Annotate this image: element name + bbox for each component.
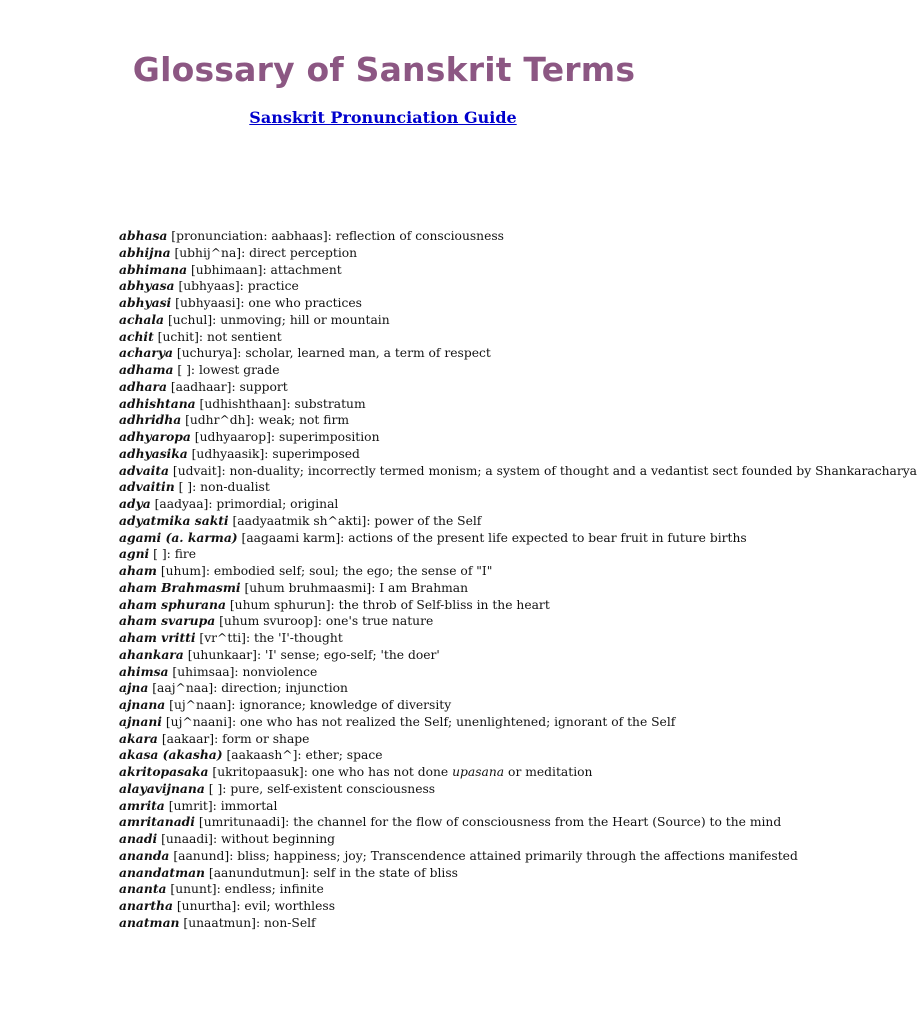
entry-pronunciation: [unaadi]	[161, 832, 213, 846]
entry-pronunciation: [aagaami karm]	[241, 530, 341, 545]
entry-term: adya	[119, 496, 151, 511]
entry-definition: self in the state of bliss	[313, 865, 458, 880]
entry-term: anandatman	[119, 864, 205, 880]
entry-term: adhyaropa	[119, 429, 191, 444]
entry-term: abhyasi	[119, 295, 172, 310]
entry-term: adhyasika	[119, 445, 188, 461]
entry-term: aham vritti	[119, 630, 196, 645]
entry-pronunciation: [ ]	[177, 363, 191, 377]
entry-definition: power of the Self	[374, 513, 482, 528]
entry-definition: the 'I'-thought	[254, 631, 343, 645]
entry-term: adhama	[119, 362, 174, 377]
entry-pronunciation: [vr^tti]	[199, 631, 246, 645]
glossary-entry: ananda [aanund]: bliss; happiness; joy; Transcendence attained primarily through the affections manifested	[119, 847, 798, 863]
entry-definition: support	[239, 379, 288, 394]
entry-pronunciation: [udhr^dh]	[185, 413, 251, 428]
glossary-entry: advaita [udvait]: non-duality; incorrectly termed monism; a system of thought and a vedantist sect founded by Shankaracharya	[119, 462, 917, 478]
entry-term: anartha	[119, 898, 173, 913]
entry-term: aham	[119, 563, 157, 578]
glossary-entry: ajna [aaj^naa]: direction; injunction	[119, 680, 348, 696]
glossary-entry: aham vritti [vr^tti]: the 'I'-thought	[119, 630, 343, 645]
glossary-entry: akasa (akasha) [aakaash^]: ether; space	[119, 747, 383, 763]
entry-definition: non-duality; incorrectly termed monism; a system of thought and a vedantist sect founded by Shankaracharya	[229, 463, 917, 478]
entry-pronunciation: [aanundutmun]	[208, 865, 306, 880]
entry-definition: non-dualist	[200, 480, 270, 495]
entry-definition: not sentient	[206, 329, 282, 344]
entry-definition: attachment	[270, 262, 342, 277]
entry-pronunciation: [uhimsaa]	[172, 664, 235, 679]
glossary-entry: abhasa [pronunciation: aabhaas]: reflection of consciousness	[119, 228, 504, 243]
entry-definition: superimposed	[272, 446, 360, 461]
glossary-entry: abhimana [ubhimaan]: attachment	[119, 261, 342, 277]
glossary-entry: anatman [unaatmun]: non-Self	[119, 914, 316, 930]
entry-pronunciation: [pronunciation: aabhaas]	[171, 229, 328, 243]
entry-pronunciation: [ubhyaasi]	[175, 296, 241, 310]
entry-term: anatman	[119, 914, 180, 930]
entry-term: akasa (akasha)	[119, 747, 223, 763]
entry-term: amritanadi	[119, 814, 195, 830]
entry-definition: without beginning	[221, 832, 336, 846]
entry-definition: ether; space	[305, 748, 383, 763]
entry-definition: scholar, learned man, a term of respect	[245, 346, 491, 361]
entry-pronunciation: [aanund]	[173, 848, 230, 863]
entry-pronunciation: [udhishthaan]	[199, 396, 287, 411]
entry-pronunciation: [ubhij^na]	[174, 245, 242, 260]
glossary-entry: adhishtana [udhishthaan]: substratum	[119, 395, 366, 411]
entry-term: adhishtana	[119, 395, 196, 411]
entry-definition: lowest grade	[198, 363, 280, 377]
glossary-entry: akara [aakaar]: form or shape	[119, 730, 310, 746]
glossary-list	[119, 228, 917, 932]
entry-pronunciation: [ununt]	[170, 882, 217, 897]
page-title: Glossary of Sanskrit Terms	[132, 50, 636, 89]
entry-term: abhijna	[119, 244, 171, 260]
entry-pronunciation: [aadyaa]	[154, 497, 209, 511]
entry-definition: substratum	[294, 396, 366, 411]
entry-definition: direction; injunction	[221, 681, 348, 696]
glossary-entry: achit [uchit]: not sentient	[119, 328, 282, 344]
entry-pronunciation: [ubhimaan]	[191, 262, 263, 277]
entry-definition: nonviolence	[242, 664, 318, 679]
entry-definition: reflection of consciousness	[335, 229, 504, 243]
entry-pronunciation: [uchul]	[167, 312, 213, 327]
entry-definition: one's true nature	[325, 614, 434, 629]
entry-term: aham Brahmasmi	[119, 579, 241, 595]
entry-definition: the throb of Self-bliss in the heart	[338, 597, 550, 612]
entry-term: anadi	[119, 831, 158, 846]
entry-definition: non-Self	[264, 915, 316, 930]
entry-pronunciation: [udhyaarop]	[194, 430, 271, 444]
entry-definition: 'I' sense; ego-self; 'the doer'	[265, 647, 440, 662]
entry-definition: actions of the present life expected to bear fruit in future births	[348, 530, 747, 545]
glossary-entry: anadi [unaadi]: without beginning	[119, 831, 336, 846]
entry-pronunciation: [uhum sphurun]	[229, 597, 331, 612]
glossary-entry: adhyasika [udhyaasik]: superimposed	[119, 445, 360, 461]
entry-definition: one who has not done upasana or meditation	[311, 765, 593, 779]
glossary-entry: adhama [ ]: lowest grade	[119, 362, 280, 377]
entry-term: ajna	[119, 680, 149, 696]
entry-term: ajnana	[119, 697, 166, 712]
glossary-entry: ananta [ununt]: endless; infinite	[119, 881, 324, 897]
entry-term: alayavijnana	[119, 780, 205, 796]
glossary-entry: alayavijnana [ ]: pure, self-existent consciousness	[119, 780, 436, 796]
entry-definition: weak; not firm	[258, 413, 349, 428]
entry-definition: the channel for the flow of consciousness from the Heart (Source) to the mind	[293, 815, 782, 830]
entry-definition: practice	[247, 279, 299, 294]
entry-definition: evil; worthless	[244, 899, 336, 913]
entry-definition: one who has not realized the Self; unenlightened; ignorant of the Self	[240, 714, 676, 729]
glossary-entry: adya [aadyaa]: primordial; original	[119, 496, 339, 511]
entry-term: advaitin	[119, 479, 175, 495]
entry-term: ahimsa	[119, 663, 169, 679]
entry-term: ajnani	[119, 713, 162, 729]
entry-term: agami (a. karma)	[119, 529, 238, 545]
glossary-entry: aham svarupa [uhum svuroop]: one's true nature	[119, 613, 434, 629]
glossary-entry: achala [uchul]: unmoving; hill or mountain	[119, 311, 390, 327]
entry-pronunciation: [aaj^naa]	[152, 681, 214, 696]
entry-term: adhara	[119, 378, 167, 394]
entry-definition: superimposition	[278, 430, 380, 444]
entry-pronunciation: [ ]	[178, 480, 193, 495]
entry-pronunciation: [uj^naani]	[165, 714, 232, 729]
glossary-entry: anartha [unurtha]: evil; worthless	[119, 898, 336, 913]
entry-definition: endless; infinite	[224, 882, 324, 897]
entry-definition-emphasis: upasana	[452, 765, 505, 779]
glossary-entry: aham Brahmasmi [uhum bruhmaasmi]: I am Brahman	[119, 579, 469, 595]
glossary-entry: ahankara [uhunkaar]: 'I' sense; ego-self; 'the doer'	[119, 646, 440, 662]
entry-pronunciation: [ ]	[208, 781, 223, 796]
entry-pronunciation: [uchurya]	[176, 346, 238, 361]
entry-term: agni	[119, 546, 150, 562]
entry-pronunciation: [uhum svuroop]	[219, 614, 318, 629]
glossary-entry: adhyaropa [udhyaarop]: superimposition	[119, 429, 380, 444]
entry-pronunciation: [unaatmun]	[183, 915, 256, 930]
entry-term: achit	[119, 328, 154, 344]
entry-pronunciation: [ubhyaas]	[178, 279, 240, 294]
glossary-entry: abhyasi [ubhyaasi]: one who practices	[119, 295, 362, 310]
glossary-entry: abhijna [ubhij^na]: direct perception	[119, 244, 358, 260]
entry-term: adyatmika sakti	[119, 512, 229, 528]
entry-pronunciation: [umrit]	[168, 798, 213, 813]
entry-term: abhyasa	[119, 278, 175, 294]
entry-pronunciation: [aadyaatmik sh^akti]	[232, 513, 367, 528]
glossary-entry: aham sphurana [uhum sphurun]: the throb of Self-bliss in the heart	[119, 596, 550, 612]
entry-pronunciation: [uchit]	[157, 329, 199, 344]
entry-pronunciation: [uhunkaar]	[187, 647, 257, 662]
glossary-entry: akritopasaka [ukritopaasuk]: one who has not done upasana or meditation	[119, 764, 593, 779]
glossary-entry: ahimsa [uhimsaa]: nonviolence	[119, 663, 318, 679]
glossary-entry: agni [ ]: fire	[119, 546, 197, 562]
entry-definition: immortal	[220, 798, 278, 813]
entry-definition: bliss; happiness; joy; Transcendence attained primarily through the affections manifested	[237, 848, 798, 863]
entry-definition: unmoving; hill or mountain	[220, 312, 390, 327]
entry-pronunciation: [aakaar]	[161, 731, 215, 746]
entry-term: aham svarupa	[119, 613, 216, 629]
entry-pronunciation: [uhum]	[160, 564, 206, 578]
entry-term: abhimana	[119, 261, 188, 277]
entry-term: akara	[119, 730, 158, 746]
entry-definition: one who practices	[248, 296, 362, 310]
glossary-entry: advaitin [ ]: non-dualist	[119, 479, 270, 495]
entry-term: aham sphurana	[119, 596, 226, 612]
entry-pronunciation: [ ]	[153, 547, 167, 562]
entry-pronunciation: [unurtha]	[176, 899, 237, 913]
entry-definition: primordial; original	[216, 497, 339, 511]
entry-pronunciation: [uj^naan]	[169, 698, 232, 712]
glossary-entry: amritanadi [umritunaadi]: the channel for the flow of consciousness from the Heart (Source) to the mind	[119, 814, 782, 830]
entry-term: ananda	[119, 847, 170, 863]
glossary-entry: ajnana [uj^naan]: ignorance; knowledge of diversity	[119, 697, 452, 712]
entry-pronunciation: [udhyaasik]	[191, 446, 265, 461]
entry-term: achala	[119, 311, 165, 327]
entry-pronunciation: [umritunaadi]	[198, 815, 286, 830]
glossary-entry: adyatmika sakti [aadyaatmik sh^akti]: power of the Self	[119, 512, 482, 528]
entry-term: ananta	[119, 881, 167, 897]
entry-definition: form or shape	[222, 731, 310, 746]
entry-pronunciation: [uhum bruhmaasmi]	[244, 580, 372, 595]
entry-pronunciation: [aakaash^]	[226, 748, 298, 763]
entry-term: acharya	[119, 345, 173, 361]
entry-definition: ignorance; knowledge of diversity	[239, 698, 452, 712]
entry-definition: direct perception	[249, 245, 358, 260]
entry-definition: pure, self-existent consciousness	[230, 781, 436, 796]
glossary-entry: amrita [umrit]: immortal	[119, 797, 278, 813]
glossary-entry: agami (a. karma) [aagaami karm]: actions of the present life expected to bear fruit in future births	[119, 529, 747, 545]
glossary-entry: anandatman [aanundutmun]: self in the state of bliss	[119, 864, 458, 880]
entry-term: abhasa	[119, 228, 168, 243]
entry-term: advaita	[119, 462, 169, 478]
glossary-entry: adhridha [udhr^dh]: weak; not firm	[119, 412, 349, 428]
glossary-entry: acharya [uchurya]: scholar, learned man, a term of respect	[119, 345, 491, 361]
glossary-entry: adhara [aadhaar]: support	[119, 378, 288, 394]
glossary-entry: ajnani [uj^naani]: one who has not realized the Self; unenlightened; ignorant of the Self	[119, 713, 676, 729]
entry-definition: embodied self; soul; the ego; the sense of "I"	[213, 564, 493, 578]
glossary-entry: aham [uhum]: embodied self; soul; the ego; the sense of "I"	[119, 563, 493, 578]
entry-definition: I am Brahman	[379, 580, 469, 595]
glossary-entry: abhyasa [ubhyaas]: practice	[119, 278, 299, 294]
entry-term: ahankara	[119, 646, 184, 662]
entry-term: amrita	[119, 797, 165, 813]
entry-term: adhridha	[119, 412, 182, 428]
entry-definition: fire	[174, 547, 197, 562]
pronunciation-guide-link[interactable]: Sanskrit Pronunciation Guide	[249, 108, 517, 127]
entry-term: akritopasaka	[119, 764, 209, 779]
entry-pronunciation: [aadhaar]	[170, 379, 232, 394]
entry-pronunciation: [ukritopaasuk]	[212, 765, 304, 779]
entry-pronunciation: [udvait]	[172, 463, 222, 478]
